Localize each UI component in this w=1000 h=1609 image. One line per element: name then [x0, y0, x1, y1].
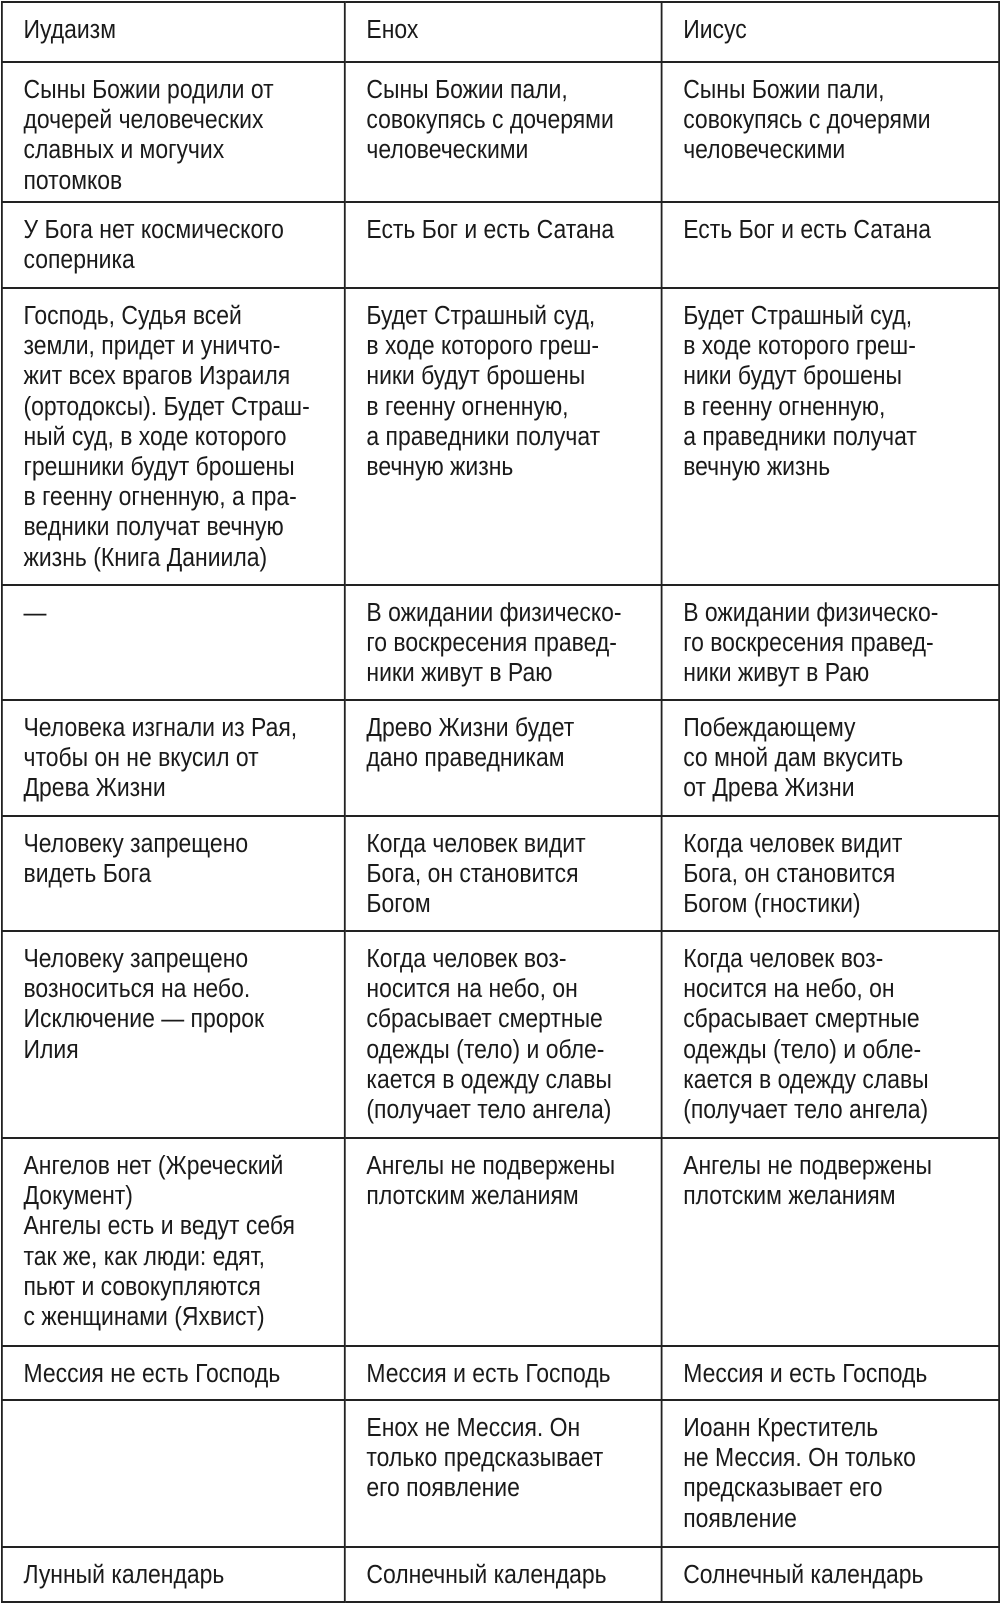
table-cell: Солнечный календарь	[345, 1547, 662, 1602]
table-cell: Человека изгнали из Рая, чтобы он не вкусил от Древа Жизни	[2, 700, 345, 816]
header-cell-enoch: Енох	[345, 2, 662, 62]
table-row	[2, 202, 999, 288]
table-row	[2, 931, 999, 1138]
comparison-table	[1, 1, 1000, 1603]
table-cell: Сыны Божии родили от дочерей человеческих славных и могучих потомков	[2, 62, 345, 202]
table-cell	[2, 1400, 345, 1547]
table-cell: Когда человек воз- носится на небо, он сбрасывает смертные одежды (тело) и обле- кается в одежду славы (получает тело ангела)	[662, 931, 1000, 1138]
table-cell: Когда человек видит Бога, он становится Богом (гностики)	[662, 816, 1000, 931]
table-cell: Сыны Божии пали, совокупясь с дочерями человеческими	[662, 62, 1000, 202]
table-cell: Древо Жизни будет дано праведникам	[345, 700, 662, 816]
table-cell: Есть Бог и есть Сатана	[662, 202, 1000, 288]
table-row	[2, 816, 999, 931]
table-cell: Будет Страшный суд, в ходе которого греш- ники будут брошены в геенну огненную, а праведники получат вечную жизнь	[662, 288, 1000, 585]
table-row	[2, 1547, 999, 1602]
table-cell: Сыны Божии пали, совокупясь с дочерями человеческими	[345, 62, 662, 202]
header-cell-judaism: Иудаизм	[2, 2, 345, 62]
table-cell: Ангелы не подвержены плотским желаниям	[345, 1138, 662, 1346]
table-cell: У Бога нет космического соперника	[2, 202, 345, 288]
table-cell: —	[2, 585, 345, 700]
table-cell: Солнечный календарь	[662, 1547, 1000, 1602]
header-cell-jesus: Иисус	[662, 2, 1000, 62]
table-cell: Когда человек видит Бога, он становится Богом	[345, 816, 662, 931]
table-cell: Ангелы не подвержены плотским желаниям	[662, 1138, 1000, 1346]
table-cell: Ангелов нет (Жреческий Документ) Ангелы есть и ведут себя так же, как люди: едят, пьют и совокупляются с женщинами (Яхвист)	[2, 1138, 345, 1346]
table-cell: В ожидании физическо- го воскресения правед- ники живут в Раю	[662, 585, 1000, 700]
table-cell: Есть Бог и есть Сатана	[345, 202, 662, 288]
table-cell: Будет Страшный суд, в ходе которого греш- ники будут брошены в геенну огненную, а праведники получат вечную жизнь	[345, 288, 662, 585]
table-cell: Человеку запрещено возноситься на небо. Исключение — пророк Илия	[2, 931, 345, 1138]
table-cell: Мессия и есть Господь	[662, 1346, 1000, 1400]
table-cell: Мессия и есть Господь	[345, 1346, 662, 1400]
table-row	[2, 1400, 999, 1547]
table-row	[2, 288, 999, 585]
table-cell: Когда человек воз- носится на небо, он сбрасывает смертные одежды (тело) и обле- кается в одежду славы (получает тело ангела)	[345, 931, 662, 1138]
table-row	[2, 585, 999, 700]
table-cell: Иоанн Креститель не Мессия. Он только предсказывает его появление	[662, 1400, 1000, 1547]
table-row	[2, 700, 999, 816]
table-cell: Енох не Мессия. Он только предсказывает его появление	[345, 1400, 662, 1547]
table-row	[2, 1346, 999, 1400]
table-row	[2, 62, 999, 202]
table-cell: Мессия не есть Господь	[2, 1346, 345, 1400]
table-cell: Человеку запрещено видеть Бога	[2, 816, 345, 931]
table-cell: Лунный календарь	[2, 1547, 345, 1602]
table-row	[2, 1138, 999, 1346]
table-cell: В ожидании физическо- го воскресения правед- ники живут в Раю	[345, 585, 662, 700]
table-cell: Господь, Судья всей земли, придет и уничто- жит всех врагов Израиля (ортодоксы). Будет Страш- ный суд, в ходе которого грешники будут брошены в геенну огненную, а пра- ведники получат вечную жизнь (Книга Даниила)	[2, 288, 345, 585]
table-cell: Побеждающему со мной дам вкусить от Древа Жизни	[662, 700, 1000, 816]
header-row	[2, 2, 999, 62]
